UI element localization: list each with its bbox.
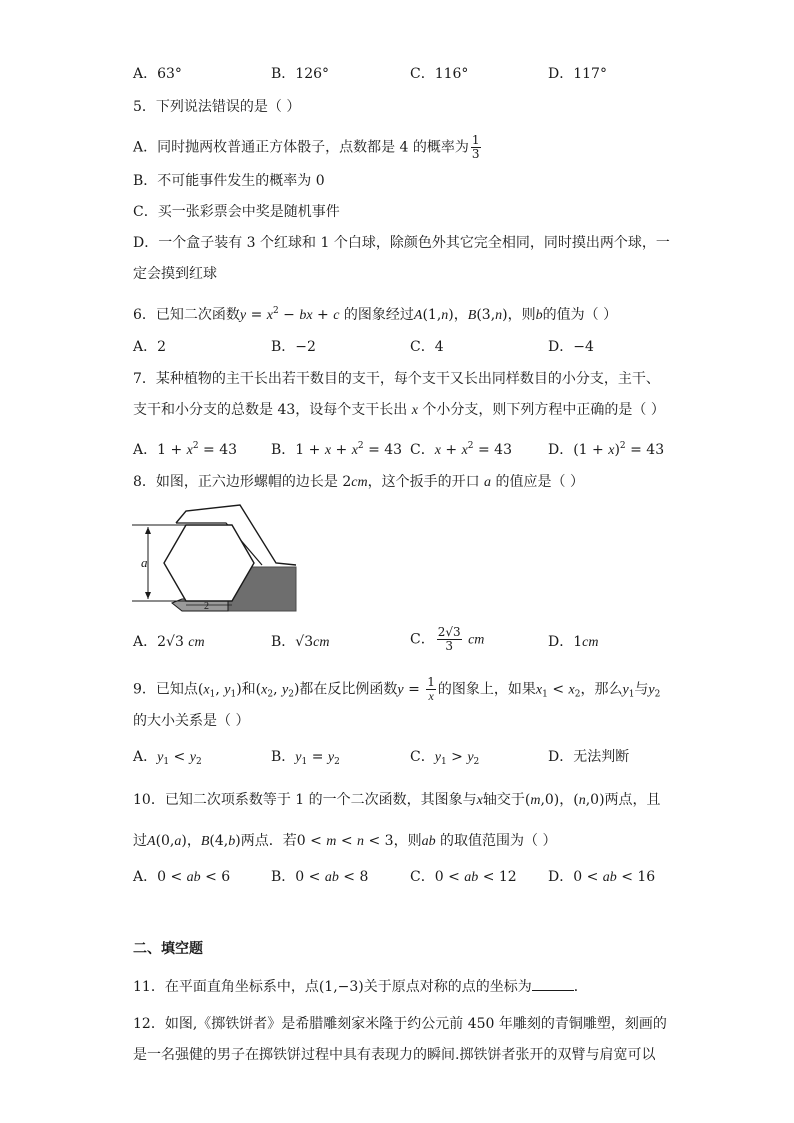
q8-option-d: D．1cm	[548, 634, 599, 650]
arrowhead-icon	[145, 592, 151, 599]
q5-option-b: B．不可能事件发生的概率为 0	[133, 173, 325, 189]
q10-stem-line2: 过A(0,a)，B(4,b)两点．若0 < m < n < 3，则ab 的取值范围为（ ）	[133, 833, 557, 849]
q12-stem-line2: 是一名强健的男子在掷铁饼过程中具有表现力的瞬间.掷铁饼者张开的双臂与肩宽可以	[133, 1047, 656, 1063]
q6-option-a: A．2	[133, 339, 167, 355]
q8-option-b: B．√3cm	[271, 634, 330, 650]
q7-stem-line2: 支干和小分支的总数是 43，设每个支干长出 x 个小分支，则下列方程中正确的是（ ）	[133, 402, 665, 418]
q9-stem-line2: 的大小关系是（ ）	[133, 713, 250, 729]
q5-stem: 5．下列说法错误的是（ ）	[133, 99, 301, 115]
q10-option-a: A．0 < ab < 6	[133, 869, 231, 885]
q12-stem-line1: 12．如图,《掷铁饼者》是希腊雕刻家米隆于约公元前 450 年雕刻的青铜雕塑，刻画的	[133, 1016, 667, 1032]
q5-option-c: C．买一张彩票会中奖是随机事件	[133, 204, 340, 220]
q4-option-b: B．126°	[271, 66, 330, 82]
q5-option-d-line2: 定会摸到红球	[133, 266, 217, 282]
q8-option-c: C． $\frac{2√3}{3}$ cm	[410, 625, 485, 653]
fraction: $\frac{1}{3}$	[471, 133, 480, 161]
q5-option-d-line1: D．一个盒子装有 3 个红球和 1 个白球，除颜色外其它完全相同，同时摸出两个球，一	[133, 235, 670, 251]
figure-label-a: a	[141, 555, 148, 570]
q8-stem: 8．如图，正六边形螺帽的边长是 2cm，这个扳手的开口 a 的值应是（ ）	[133, 474, 584, 490]
q6-option-b: B．−2	[271, 339, 316, 355]
fraction: $\frac{1}{x}$	[427, 675, 435, 703]
section-heading: 二、填空题	[133, 941, 203, 957]
q7-option-b: B．$1 + x + x^2 = 43$	[271, 441, 403, 458]
q6-option-d: D．−4	[548, 339, 594, 355]
q7-option-d: D．$(1 + x)^2 = 43$	[548, 441, 665, 458]
q10-option-d: D．0 < ab < 16	[548, 869, 656, 885]
q9-option-d: D．无法判断	[548, 749, 630, 765]
q9-option-a: A．$y_1 < y_2$	[133, 749, 202, 767]
q9-option-b: B．$y_1 = y_2$	[271, 749, 340, 767]
q6-stem: 6．已知二次函数$y = x^2$ − bx + c 的图象经过A(1,n)，B(3,n)，则b的值为（ ）	[133, 306, 618, 323]
arrowhead-icon	[145, 527, 151, 534]
q7-stem-line1: 7．某种植物的主干长出若干数目的支干，每个支干又长出同样数目的小分支，主干、	[133, 371, 660, 387]
q4-option-c: C．116°	[410, 66, 469, 82]
figure-label-2: 2	[204, 601, 209, 612]
q10-option-c: C．0 < ab < 12	[410, 869, 517, 885]
q11-stem: 11．在平面直角坐标系中，点(1,−3)关于原点对称的点的坐标为 ．	[133, 976, 588, 997]
q7-option-a: A．$1 + x^2 = 43$	[133, 441, 238, 458]
hexagon-nut-wrench-figure	[128, 503, 300, 615]
fraction: $\frac{2√3}{3}$	[437, 625, 461, 653]
q4-option-d: D．117°	[548, 66, 607, 82]
q7-option-c: C．$x + x^2 = 43$	[410, 441, 512, 458]
q8-option-a: A．2√3 cm	[133, 634, 205, 650]
q9-option-c: C．$y_1 > y_2$	[410, 749, 480, 767]
q9-stem-line1: 9．已知点($x_1$, $y_1$)和($x_2$, $y_2$)都在反比例函数y = $\frac{1}{x}$ 的图象上，如果$x_1 < x_2$，那么$y_1$与$y_2$	[133, 675, 661, 703]
q10-option-b: B．0 < ab < 8	[271, 869, 369, 885]
q4-option-a: A．63°	[133, 66, 182, 82]
q10-stem-line1: 10．已知二次项系数等于 1 的一个二次函数，其图象与x轴交于(m,0)，(n,0)两点，且	[133, 792, 661, 808]
q5-option-a: A．同时抛两枚普通正方体骰子，点数都是 4 的概率为 $\frac{1}{3}$	[133, 133, 480, 161]
answer-blank[interactable]	[532, 976, 574, 991]
q6-option-c: C．4	[410, 339, 444, 355]
